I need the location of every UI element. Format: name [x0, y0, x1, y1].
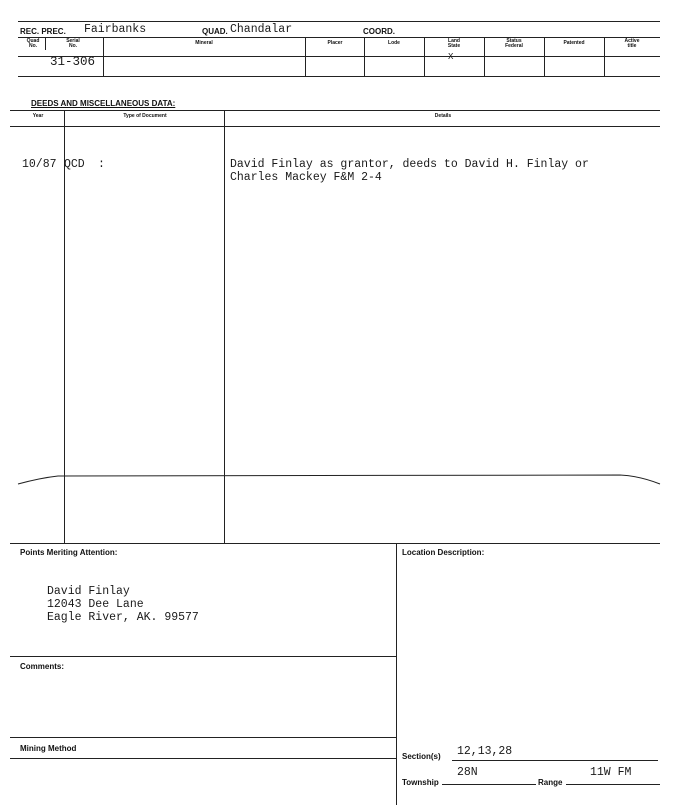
- deeds-header-rule: [10, 126, 660, 127]
- deed-separator: :: [98, 158, 105, 171]
- columns-bottom-rule: [18, 56, 660, 57]
- comments-top-rule: [10, 656, 396, 657]
- mining-label: Mining Method: [20, 744, 77, 753]
- location-label: Location Description:: [402, 548, 485, 557]
- col-divider-quad: [45, 38, 46, 50]
- deeds-top-rule: [10, 110, 660, 111]
- quad-label: QUAD.: [202, 27, 228, 36]
- range-label: Range: [538, 778, 563, 787]
- rec-prec-value: Fairbanks: [84, 23, 147, 36]
- deeds-col-type: Type of Document: [123, 113, 167, 119]
- col-serial-no: Serial No.: [66, 38, 80, 49]
- points-line1: David Finlay: [47, 585, 130, 598]
- col-active-title: Active title: [624, 38, 640, 49]
- points-line2: 12043 Dee Lane: [47, 598, 144, 611]
- record-bottom-rule: [18, 76, 660, 77]
- deeds-col-year: Year: [32, 113, 44, 119]
- deeds-col-details: Details: [434, 113, 452, 119]
- col-mineral: Mineral: [195, 40, 213, 46]
- section-underline: [452, 760, 658, 761]
- points-line3: Eagle River, AK. 99577: [47, 611, 199, 624]
- township-label: Township: [402, 778, 439, 787]
- mining-top-rule: [10, 737, 396, 738]
- col-patented: Patented: [563, 40, 585, 46]
- land-state-mark: X: [448, 52, 454, 62]
- quad-value: Chandalar: [230, 23, 293, 36]
- comments-label: Comments:: [20, 662, 65, 671]
- col-divider-patented: [604, 38, 605, 76]
- col-placer: Placer: [327, 40, 343, 46]
- township-value: 28N: [457, 766, 478, 779]
- col-status-federal: Status Federal: [505, 38, 523, 49]
- range-underline: [566, 784, 660, 785]
- deed-doc-type: QCD: [64, 158, 85, 171]
- range-value: 11W FM: [590, 766, 632, 779]
- header-top-rule: [18, 21, 660, 22]
- points-label: Points Meriting Attention:: [20, 548, 118, 557]
- mining-bottom-rule: [10, 758, 396, 759]
- section-value: 12,13,28: [457, 745, 513, 758]
- rec-prec-label: REC. PREC.: [20, 27, 66, 36]
- deed-year: 10/87: [22, 158, 57, 171]
- col-land-state: Land State: [447, 38, 461, 49]
- serial-value: 31-306: [50, 55, 96, 69]
- columns-top-rule: [18, 37, 660, 38]
- col-lode: Lode: [388, 40, 400, 46]
- township-underline: [442, 784, 536, 785]
- lower-top-rule: [10, 543, 660, 544]
- col-quad-no: Quad No.: [26, 38, 40, 49]
- deed-details-line1: David Finlay as grantor, deeds to David H. Finlay or: [230, 158, 589, 171]
- fold-line: [0, 466, 678, 496]
- section-label: Section(s): [402, 752, 441, 761]
- lower-center-divider: [396, 543, 397, 805]
- coord-label: COORD.: [363, 27, 395, 36]
- deed-details-line2: Charles Mackey F&M 2-4: [230, 171, 382, 184]
- deeds-section-title: DEEDS AND MISCELLANEOUS DATA:: [31, 99, 176, 108]
